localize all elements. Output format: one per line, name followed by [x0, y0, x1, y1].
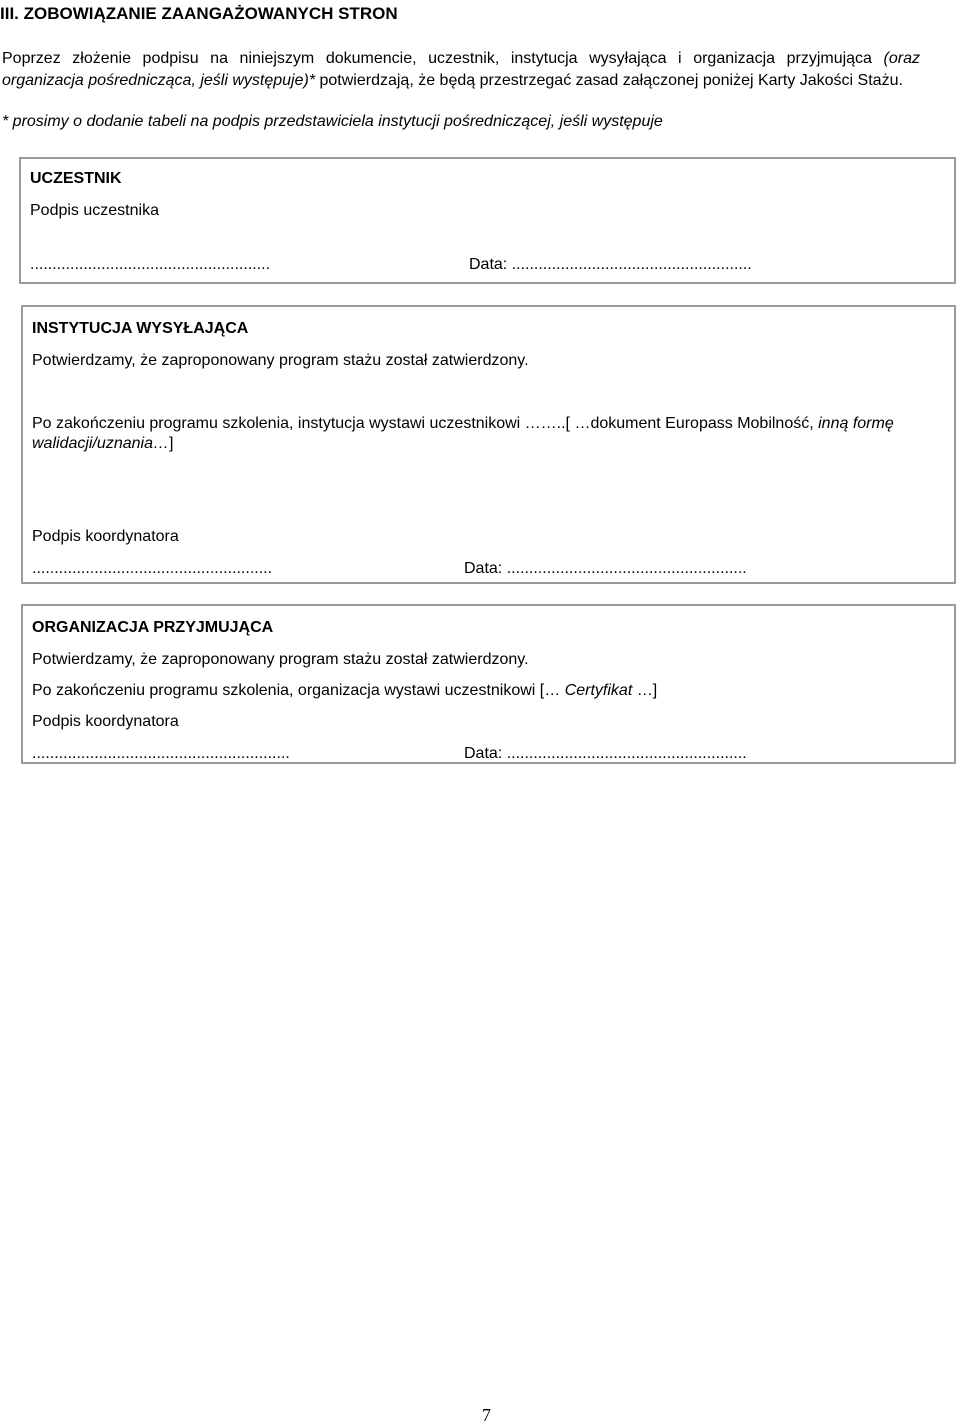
sending-institution-box — [21, 305, 956, 584]
participant-signature-label: Podpis uczestnika — [30, 202, 159, 219]
sending-heading: INSTYTUCJA WYSYŁAJĄCA — [32, 320, 249, 337]
receiving-after-text-1: Po zakończeniu programu szkolenia, organizacja wystawi uczestnikowi [… — [32, 682, 565, 699]
intro-paragraph — [2, 48, 920, 92]
sending-after-text-1: Po zakończeniu programu szkolenia, instytucja wystawi uczestnikowi ……..[ …dokument Europass Mobilność, — [32, 415, 819, 432]
sending-signature-line[interactable]: ...................................................... — [32, 560, 273, 577]
section-title: III. ZOBOWIĄZANIE ZAANGAŻOWANYCH STRON — [0, 4, 398, 23]
receiving-confirm-text: Potwierdzamy, że zaproponowany program stażu został zatwierdzony. — [32, 651, 529, 668]
sending-confirm-text: Potwierdzamy, że zaproponowany program stażu został zatwierdzony. — [32, 352, 529, 369]
page-number: 7 — [482, 1405, 491, 1425]
receiving-signature-line[interactable]: .......................................................... — [32, 745, 290, 762]
intro-text-2: potwierdzają, że będą przestrzegać zasad załączonej poniżej Karty Jakości Stażu. — [315, 72, 903, 89]
receiving-after-text-2: …] — [632, 682, 658, 699]
receiving-date-line[interactable]: Data: ...................................................... — [464, 745, 747, 762]
participant-box — [19, 157, 956, 284]
participant-signature-line[interactable]: ...................................................... — [30, 256, 271, 273]
intro-text-1: Poprzez złożenie podpisu na niniejszym dokumencie, uczestnik, instytucja wysyłająca i organizacja przyjmująca — [2, 50, 884, 67]
receiving-after-text — [32, 682, 657, 700]
footnote: * prosimy o dodanie tabeli na podpis przedstawiciela instytucji pośredniczącej, jeśli występuje — [2, 113, 663, 130]
participant-date-line[interactable]: Data: ...................................................... — [469, 256, 752, 273]
receiving-after-italic: Certyfikat — [564, 682, 633, 699]
sending-after-italic: inną formę walidacji/uznania… — [32, 415, 894, 452]
sending-date-line[interactable]: Data: ...................................................... — [464, 560, 747, 577]
receiving-organisation-box — [21, 604, 956, 764]
intro-italic: (oraz organizacja pośrednicząca, jeśli występuje)* — [2, 50, 920, 89]
sending-signature-label: Podpis koordynatora — [32, 528, 179, 545]
sending-after-text-2: ] — [168, 435, 174, 452]
sending-after-text — [32, 414, 932, 454]
participant-heading: UCZESTNIK — [30, 170, 122, 187]
receiving-heading: ORGANIZACJA PRZYJMUJĄCA — [32, 619, 274, 636]
receiving-signature-label: Podpis koordynatora — [32, 713, 179, 730]
